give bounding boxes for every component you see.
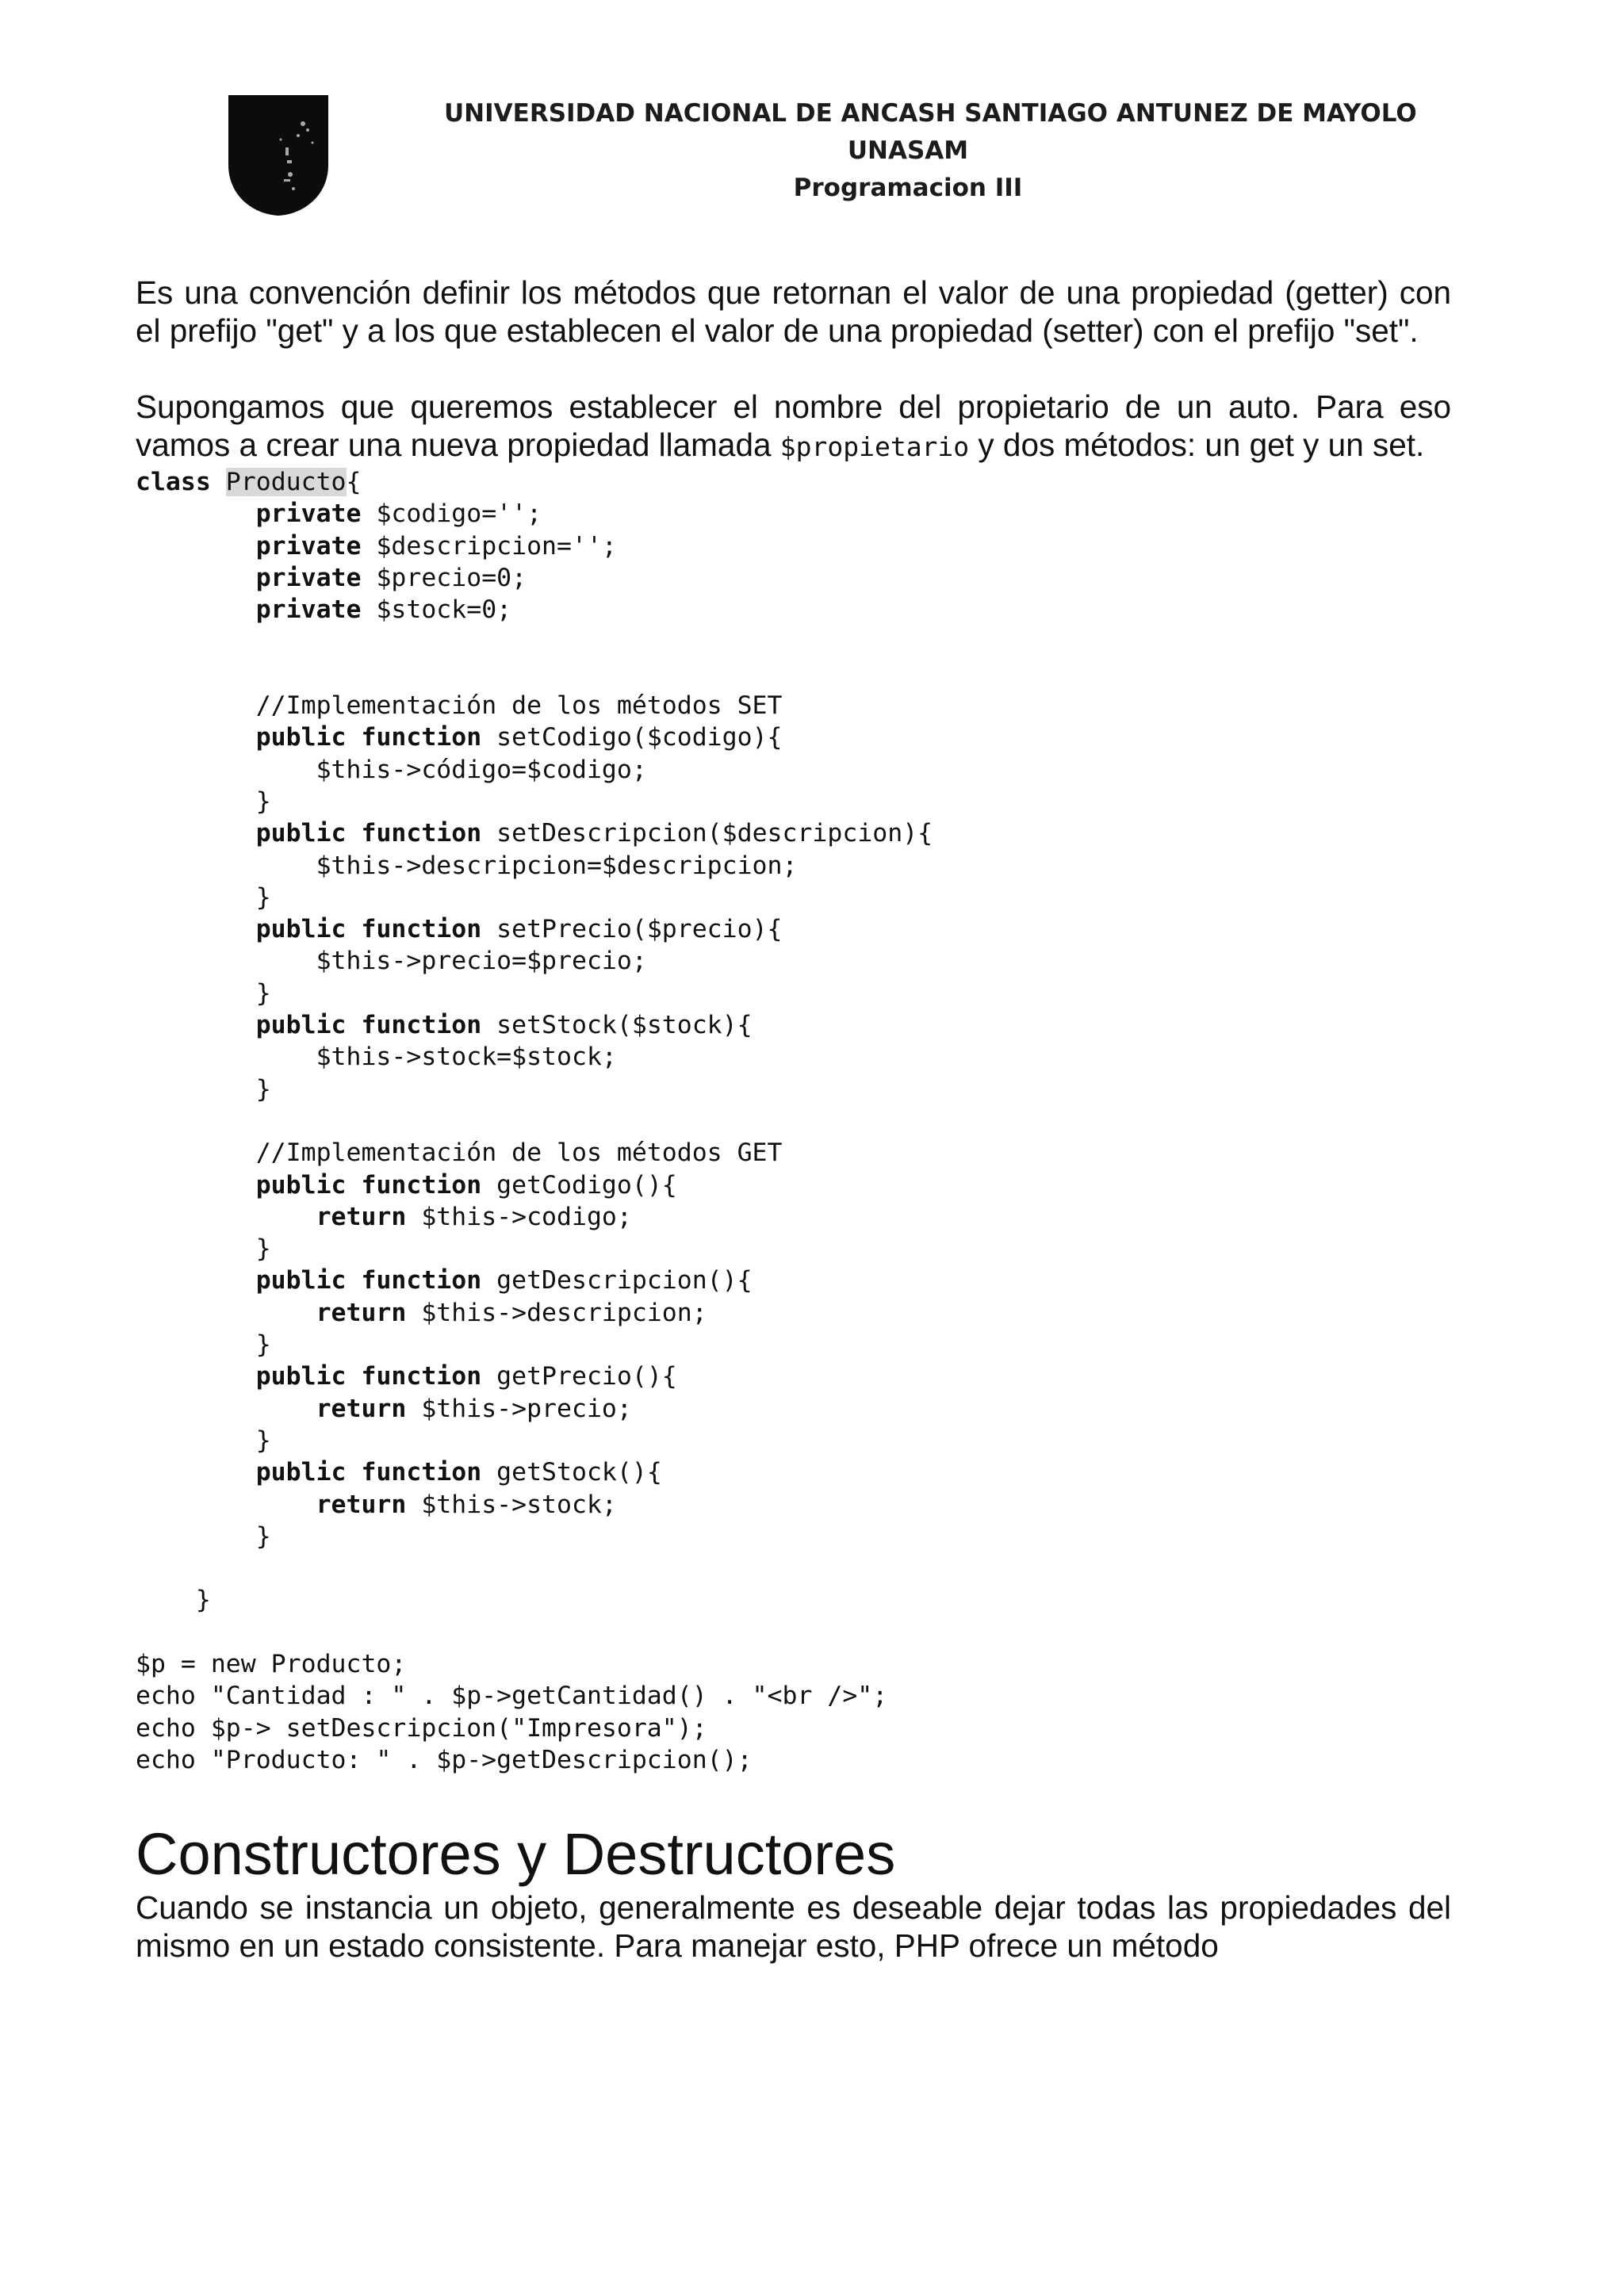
code-keyword: class: [136, 468, 211, 496]
code-class-name: Producto: [225, 468, 347, 496]
property-lines: private $codigo=''; private $descripcion=''; private $precio=0; private $stock=0;: [255, 499, 617, 625]
intro-text-after: y dos métodos: un get y un set.: [969, 427, 1425, 463]
code-block: class Producto{ private $codigo=''; private $descripcion=''; private $precio=0; private $stock=0; //Implementación de los métodos SET public function setCodigo($codigo){ $this->código=$codigo; } public function setDescripcion($descripcion){ $this->descripcion=$descripcion; } public function setPrecio($precio){ $this->precio=$precio; } public function setStock($stock){ $this->stock=$stock; } //Implementación de los métodos GET public function getCodigo(){ return $this->codigo; } public function getDescripcion(){ return $this->descripcion; } public function getPrecio(){ return $this->precio; } public function getStock(){ return $this->stock; } } $p = new Producto; echo "Cantidad : " . $p->getCantidad() . "<br />"; echo $p-> setDescripcion("Impresora"); echo "Producto: " . $p->getDescripcion();: [136, 468, 933, 1774]
code-comment-set: //Implementación de los métodos SET: [255, 691, 783, 721]
setter-methods: public function setCodigo($codigo){ $this->código=$codigo; } public function setDescripcion($descripcion){ $this->descripcion=$descripcion; } public function setPrecio($precio){ $this->precio=$precio; } public function setStock($stock){ $this->stock=$stock; }: [255, 723, 933, 1104]
inline-code-propietario: $propietario: [779, 431, 970, 462]
university-acronym: UNASAM: [847, 136, 969, 165]
intro-paragraph-1: Es una convención definir los métodos que retornan el valor de una propiedad (getter) con el prefijo "get" y a los que establecen el valor de una propiedad (setter) con el prefijo "set".: [136, 274, 1451, 349]
course-name: Programacion III: [793, 174, 1023, 202]
getter-methods: public function getCodigo(){ return $this->codigo; } public function getDescripcion(){ return $this->descripcion; } public function getPrecio(){ return $this->precio; } public function getStock(){ return $this->stock; }: [255, 1170, 753, 1551]
class-closing-brace: }: [195, 1586, 211, 1615]
university-name: UNIVERSIDAD NACIONAL DE ANCASH SANTIAGO ANTUNEZ DE MAYOLO: [444, 99, 1417, 128]
section-paragraph-1: Cuando se instancia un objeto, generalmente es deseable dejar todas las propiedades del mismo en un estado consistente. Para manejar esto, PHP ofrece un método: [136, 1889, 1451, 1965]
university-shield-logo: [225, 92, 331, 217]
intro-paragraph-2: [136, 388, 1451, 466]
code-comment-get: //Implementación de los métodos GET: [255, 1138, 783, 1168]
section-heading: Constructores y Destructores: [136, 1821, 896, 1888]
header-text: [444, 95, 1417, 207]
usage-lines: $p = new Producto; echo "Cantidad : " . $p->getCantidad() . "<br />"; echo $p-> setDescripcion("Impresora"); echo "Producto: " . $p->getDescripcion();: [136, 1649, 888, 1774]
intro-text-before: Supongamos que queremos establecer el nombre del propietario de un auto. Para eso vamos a crear una nueva propiedad llamada: [136, 388, 1451, 463]
document-content: [136, 274, 1451, 1965]
page-header: [0, 0, 1624, 238]
